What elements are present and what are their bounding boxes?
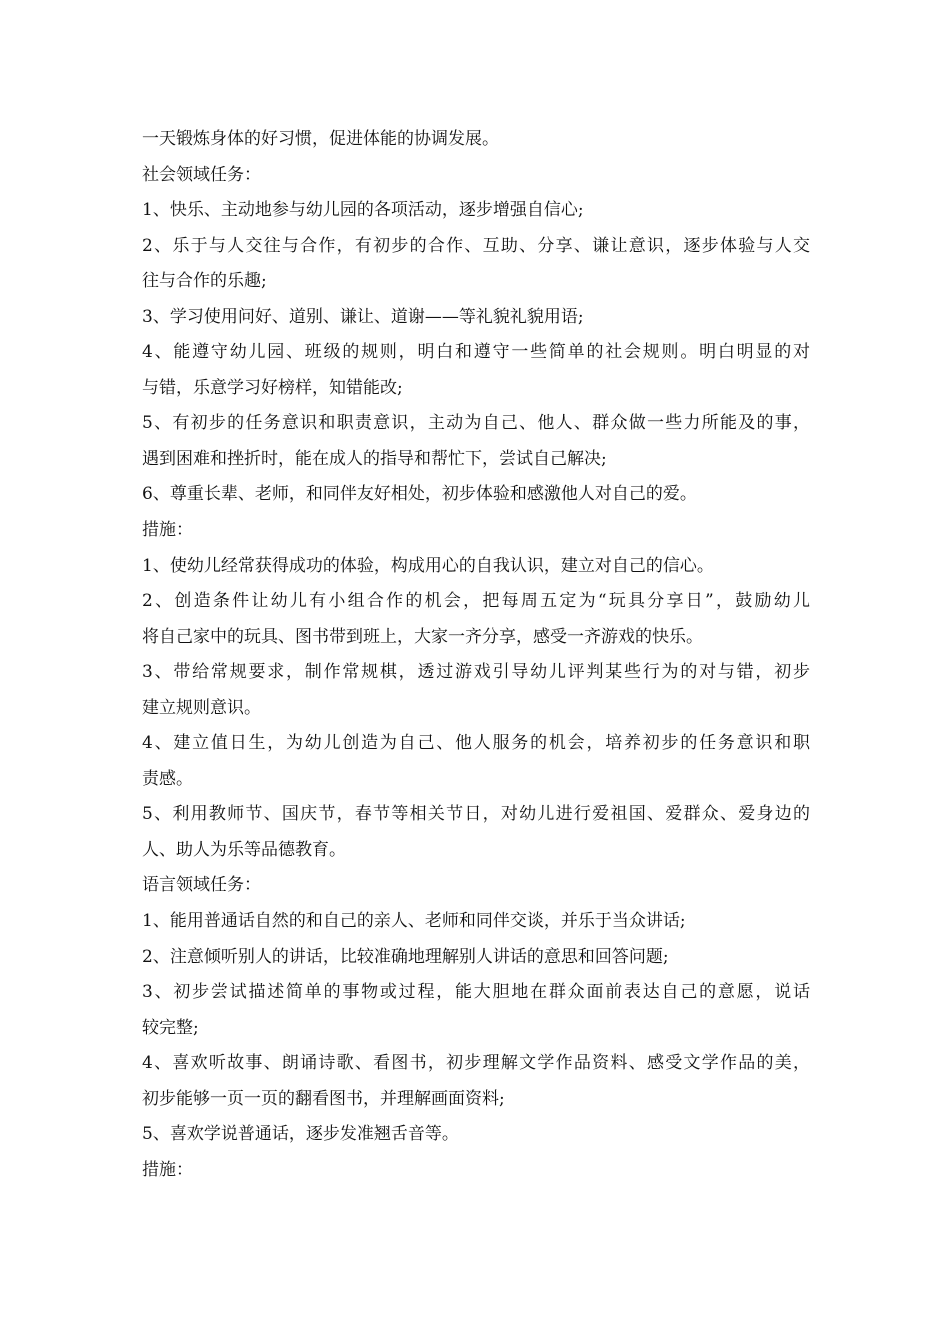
text-line: 责感。 xyxy=(142,768,193,789)
text-line: 2、创造条件让幼儿有小组合作的机会，把每周五定为“玩具分享日”，鼓励幼儿 xyxy=(142,591,810,612)
text-line: 5、喜欢学说普通话，逐步发准翘舌音等。 xyxy=(142,1124,459,1145)
text-line: 2、乐于与人交往与合作，有初步的合作、互助、分享、谦让意识，逐步体验与人交 xyxy=(142,235,810,256)
text-line: 与错，乐意学习好榜样，知错能改; xyxy=(142,377,403,398)
text-line: 建立规则意识。 xyxy=(142,697,261,718)
text-line: 5、有初步的任务意识和职责意识，主动为自己、他人、群众做一些力所能及的事， xyxy=(142,413,810,434)
text-line: 3、初步尝试描述简单的事物或过程，能大胆地在群众面前表达自己的意愿，说话 xyxy=(142,982,810,1003)
text-line: 1、快乐、主动地参与幼儿园的各项活动，逐步增强自信心; xyxy=(142,200,584,221)
text-line: 2、注意倾听别人的讲话，比较准确地理解别人讲话的意思和回答问题; xyxy=(142,946,669,967)
document-body xyxy=(142,122,810,1188)
section-heading-social: 社会领域任务： xyxy=(142,164,261,185)
text-line: 一天锻炼身体的好习惯，促进体能的协调发展。 xyxy=(142,129,499,149)
text-line: 5、利用教师节、国庆节，春节等相关节日，对幼儿进行爱祖国、爱群众、爱身边的 xyxy=(142,804,810,825)
text-line: 往与合作的乐趣; xyxy=(142,271,267,292)
text-line: 6、尊重长辈、老师，和同伴友好相处，初步体验和感激他人对自己的爱。 xyxy=(142,484,697,505)
section-heading-measures: 措施： xyxy=(142,520,193,541)
text-line: 将自己家中的玩具、图书带到班上，大家一齐分享，感受一齐游戏的快乐。 xyxy=(142,626,703,647)
text-line: 3、带给常规要求，制作常规棋，透过游戏引导幼儿评判某些行为的对与错，初步 xyxy=(142,662,810,683)
text-line: 3、学习使用问好、道别、谦让、道谢——等礼貌礼貌用语; xyxy=(142,306,584,327)
section-heading-measures: 措施： xyxy=(142,1159,193,1180)
text-line: 人、助人为乐等品德教育。 xyxy=(142,839,346,860)
text-line: 4、能遵守幼儿园、班级的规则，明白和遵守一些简单的社会规则。明白明显的对 xyxy=(142,342,810,363)
text-line: 初步能够一页一页的翻看图书，并理解画面资料; xyxy=(142,1088,505,1109)
text-line: 1、能用普通话自然的和自己的亲人、老师和同伴交谈，并乐于当众讲话; xyxy=(142,911,686,932)
text-line: 4、建立值日生，为幼儿创造为自己、他人服务的机会，培养初步的任务意识和职 xyxy=(142,733,810,754)
section-heading-language: 语言领域任务： xyxy=(142,875,261,896)
text-line: 4、喜欢听故事、朗诵诗歌、看图书，初步理解文学作品资料、感受文学作品的美， xyxy=(142,1053,810,1074)
text-line: 较完整; xyxy=(142,1017,199,1038)
text-line: 1、使幼儿经常获得成功的体验，构成用心的自我认识，建立对自己的信心。 xyxy=(142,555,714,576)
text-line: 遇到困难和挫折时，能在成人的指导和帮忙下，尝试自己解决; xyxy=(142,448,607,469)
